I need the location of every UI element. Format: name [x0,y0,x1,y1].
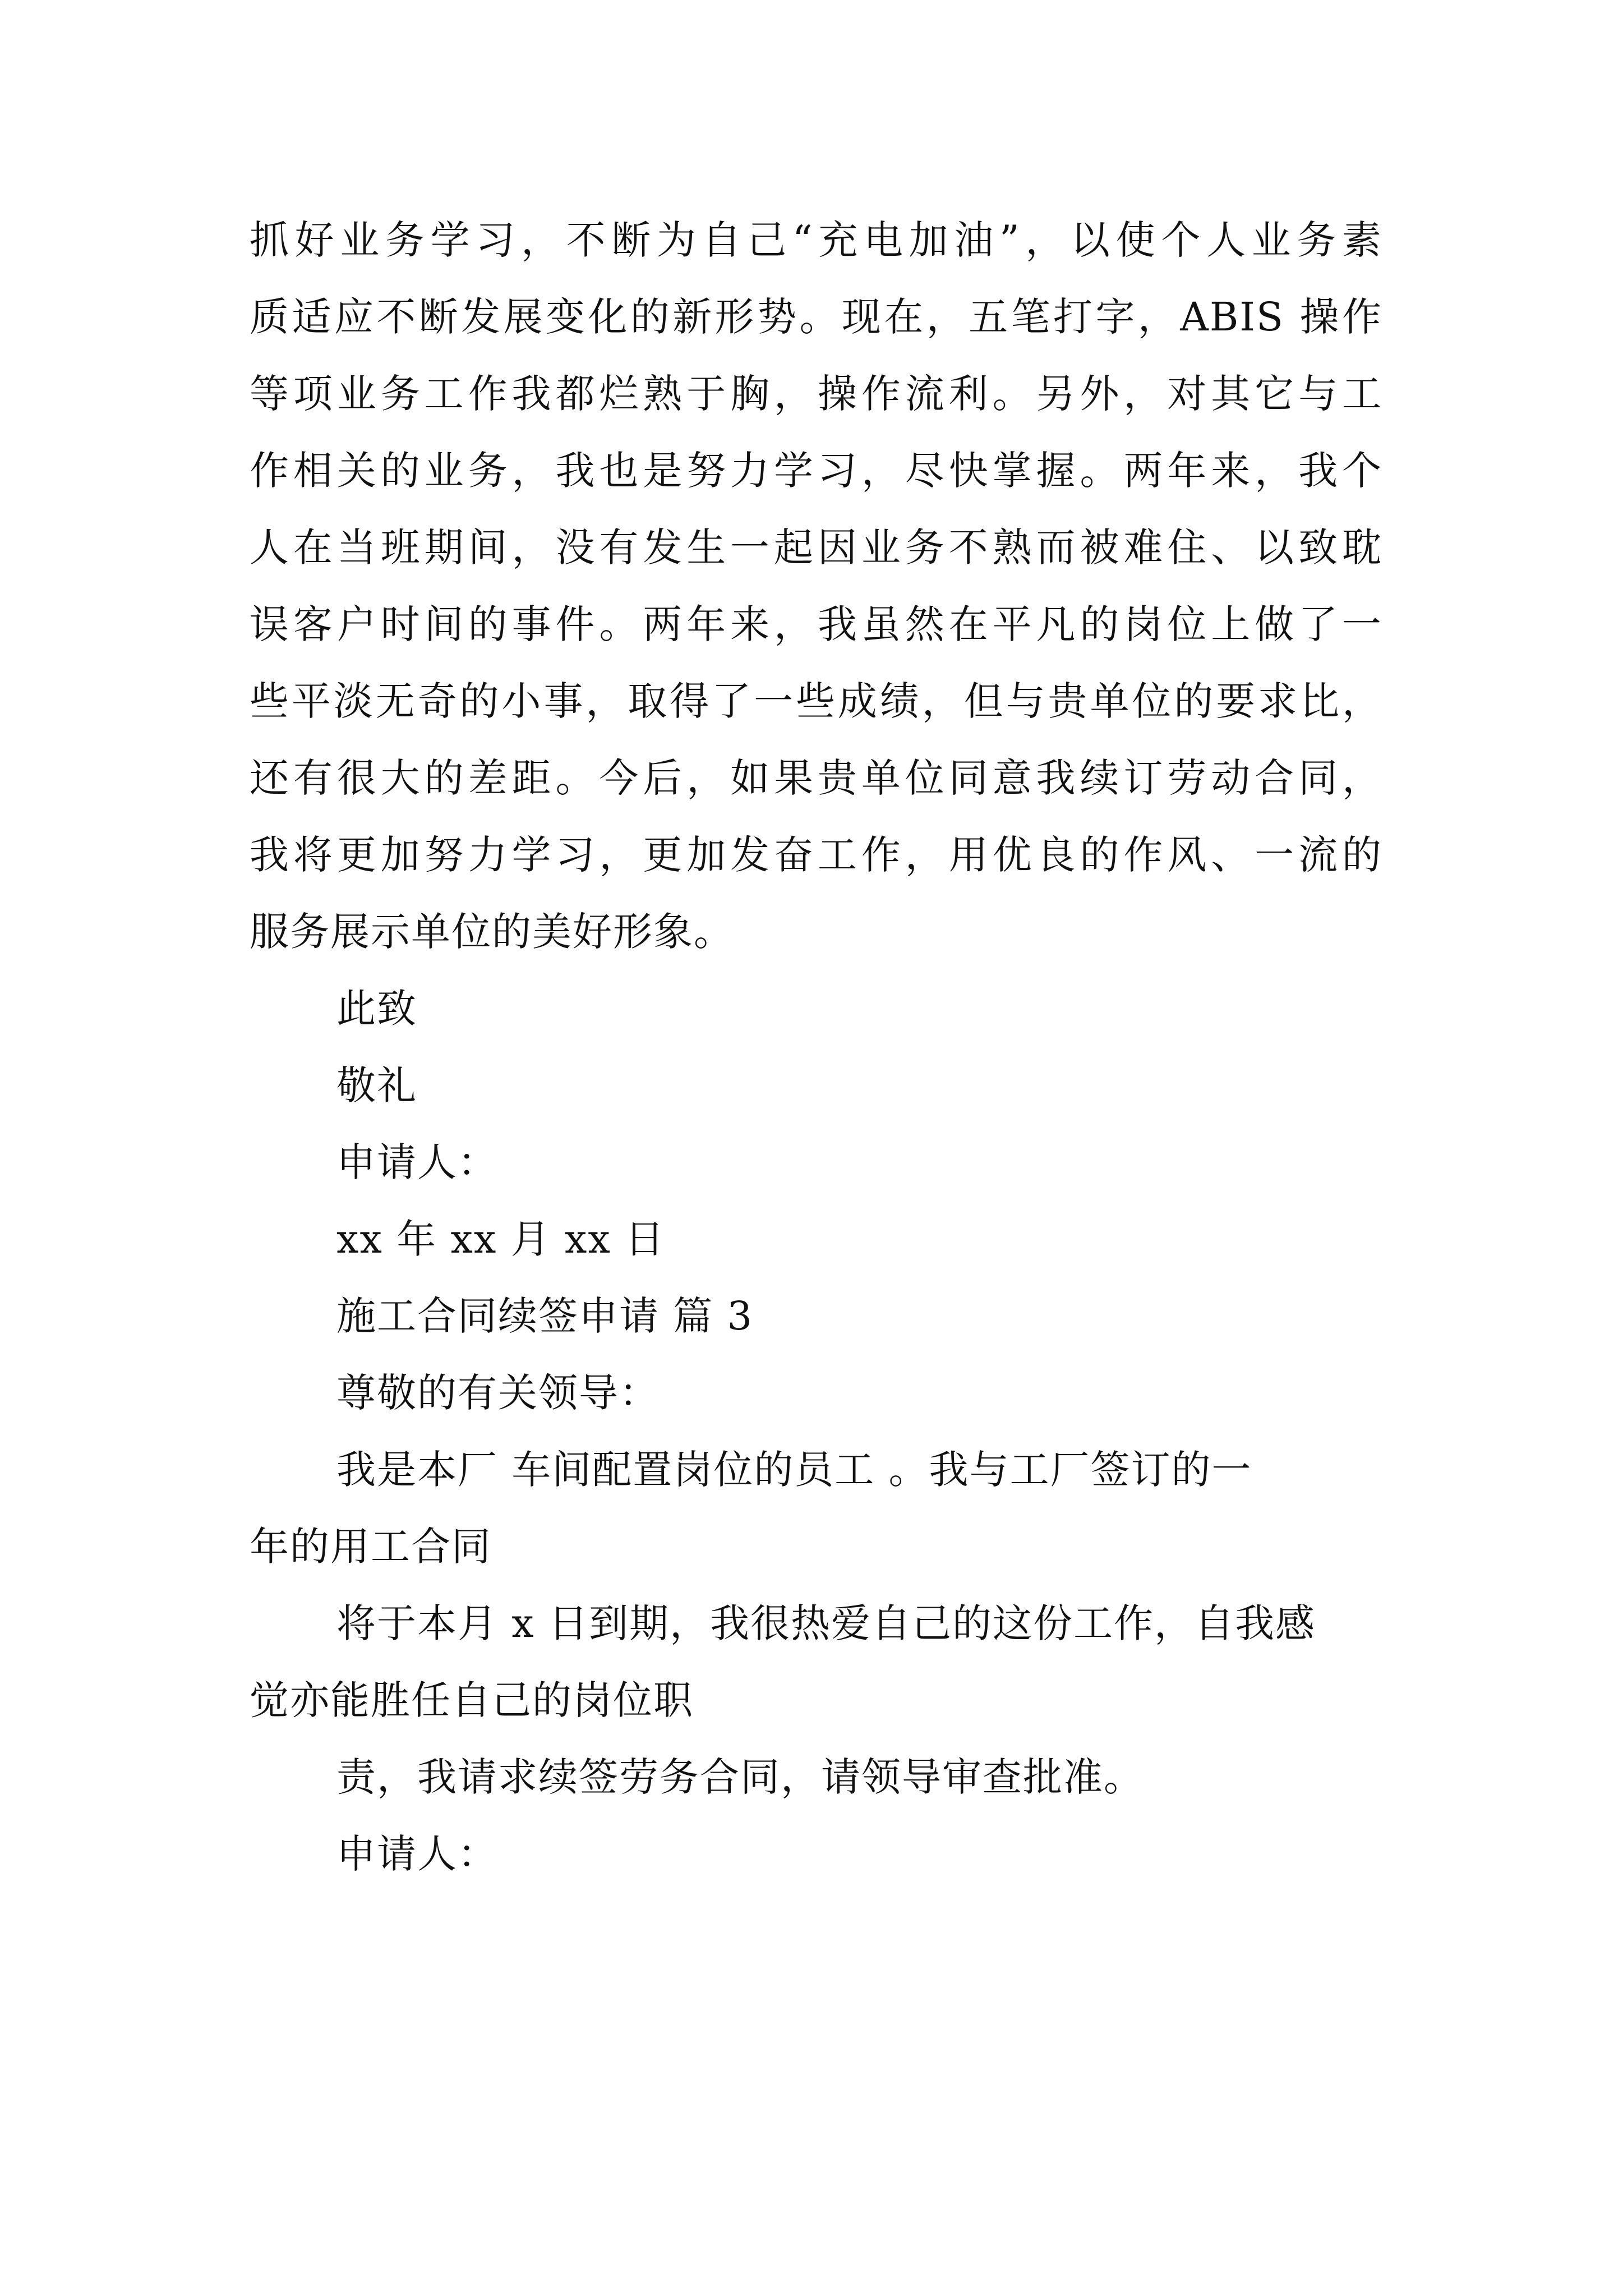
date-line: xx 年 xx 月 xx 日 [336,1216,666,1262]
body-line: 人在当班期间，没有发生一起因业务不熟而被难住、以致耽 [250,524,1382,570]
letter-line: 责，我请求续签劳务合同，请领导审查批准。 [336,1754,1144,1800]
letter-line: 年的用工合同 [250,1524,492,1570]
body-line: 等项业务工作我都烂熟于胸，操作流利。另外，对其它与工 [250,371,1382,417]
body-line: 质适应不断发展变化的新形势。现在，五笔打字，ABIS 操作 [250,294,1382,340]
body-line: 服务展示单位的美好形象。 [250,909,734,955]
applicant-label: 申请人： [336,1139,498,1185]
closing-salutation: 此致 [336,986,417,1032]
document-text [250,202,1382,1893]
letter-greeting: 尊敬的有关领导： [336,1370,660,1416]
letter-line: 将于本月 x 日到期，我很热爱自己的这份工作，自我感 [336,1600,1316,1646]
body-line: 些平淡无奇的小事，取得了一些成绩，但与贵单位的要求比， [250,678,1382,724]
body-line: 还有很大的差距。今后，如果贵单位同意我续订劳动合同， [250,755,1382,801]
body-line: 误客户时间的事件。两年来，我虽然在平凡的岗位上做了一 [250,601,1382,647]
letter-line: 觉亦能胜任自己的岗位职 [250,1677,694,1723]
body-line: 作相关的业务，我也是努力学习，尽快掌握。两年来，我个 [250,448,1382,494]
section-title: 施工合同续签申请 篇 3 [336,1293,754,1339]
letter-line: 我是本厂 车间配置岗位的员工 。我与工厂签订的一 [336,1447,1252,1493]
letter-applicant-label: 申请人： [336,1831,498,1877]
closing-regards: 敬礼 [336,1062,417,1108]
body-line: 抓好业务学习，不断为自己“充电加油”，以使个人业务素 [250,217,1382,263]
body-line: 我将更加努力学习，更加发奋工作，用优良的作风、一流的 [250,832,1382,878]
